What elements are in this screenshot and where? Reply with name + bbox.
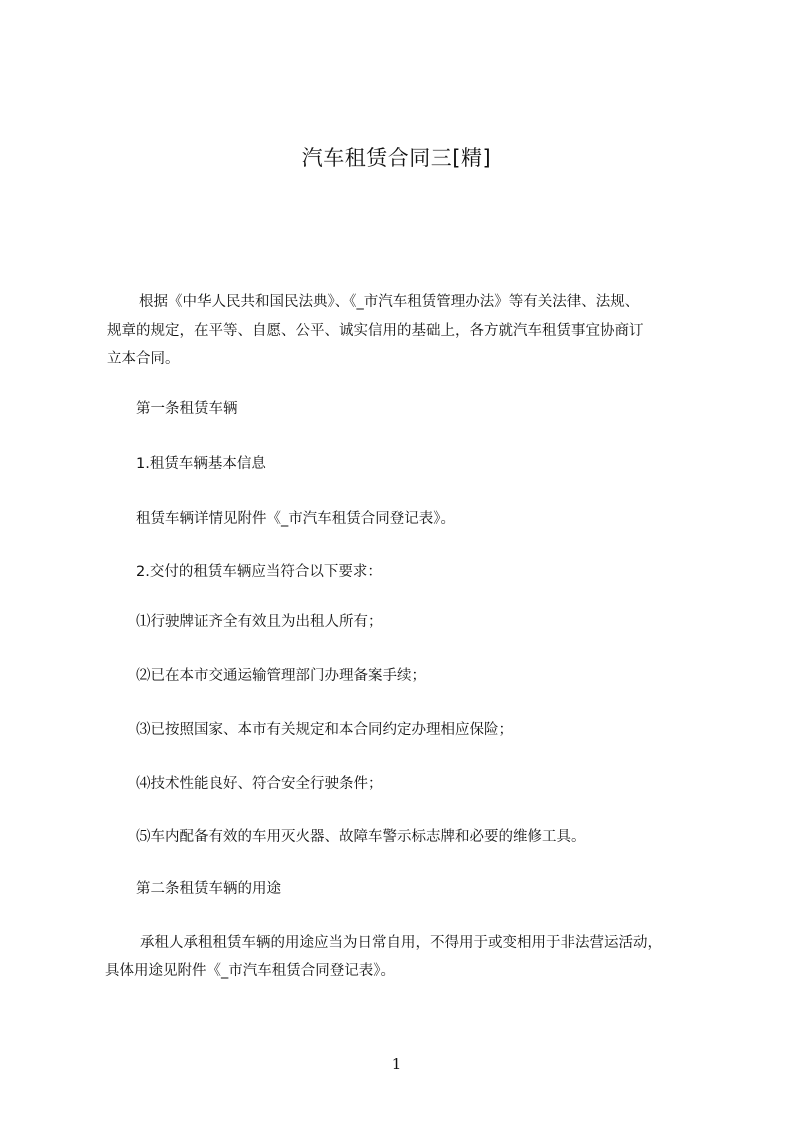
article-1-heading: 第一条租赁车辆 <box>136 401 238 417</box>
item-1-text: 租赁车辆详情见附件《_市汽车租赁合同登记表》。 <box>136 511 455 527</box>
article-2-heading: 第二条租赁车辆的用途 <box>136 881 281 897</box>
document-title: 汽车租赁合同三[精] <box>301 146 492 170</box>
requirement-4: ⑷技术性能良好、符合安全行驶条件； <box>136 776 383 792</box>
page-number: 1 <box>391 1055 402 1073</box>
intro-line-3: 立本合同。 <box>107 351 180 367</box>
requirement-3: ⑶已按照国家、本市有关规定和本合同约定办理相应保险； <box>136 722 513 738</box>
intro-line-1: 根据《中华人民共和国民法典》、《_市汽车租赁管理办法》等有关法律、法规、 <box>139 294 640 310</box>
item-1-heading: 1.租赁车辆基本信息 <box>136 456 266 472</box>
requirement-2: ⑵已在本市交通运输管理部门办理备案手续； <box>136 668 426 684</box>
item-2-heading: 2.交付的租赁车辆应当符合以下要求： <box>136 564 382 580</box>
article-2-line-2: 具体用途见附件《_市汽车租赁合同登记表》。 <box>105 963 395 979</box>
article-2-line-1: 承租人承租租赁车辆的用途应当为日常自用，不得用于或变相用于非法营运活动， <box>140 935 662 951</box>
requirement-1: ⑴行驶牌证齐全有效且为出租人所有； <box>136 614 383 630</box>
requirement-5: ⑸车内配备有效的车用灭火器、故障车警示标志牌和必要的维修工具。 <box>136 829 586 845</box>
intro-line-2: 规章的规定，在平等、自愿、公平、诚实信用的基础上，各方就汽车租赁事宜协商订 <box>107 323 644 339</box>
